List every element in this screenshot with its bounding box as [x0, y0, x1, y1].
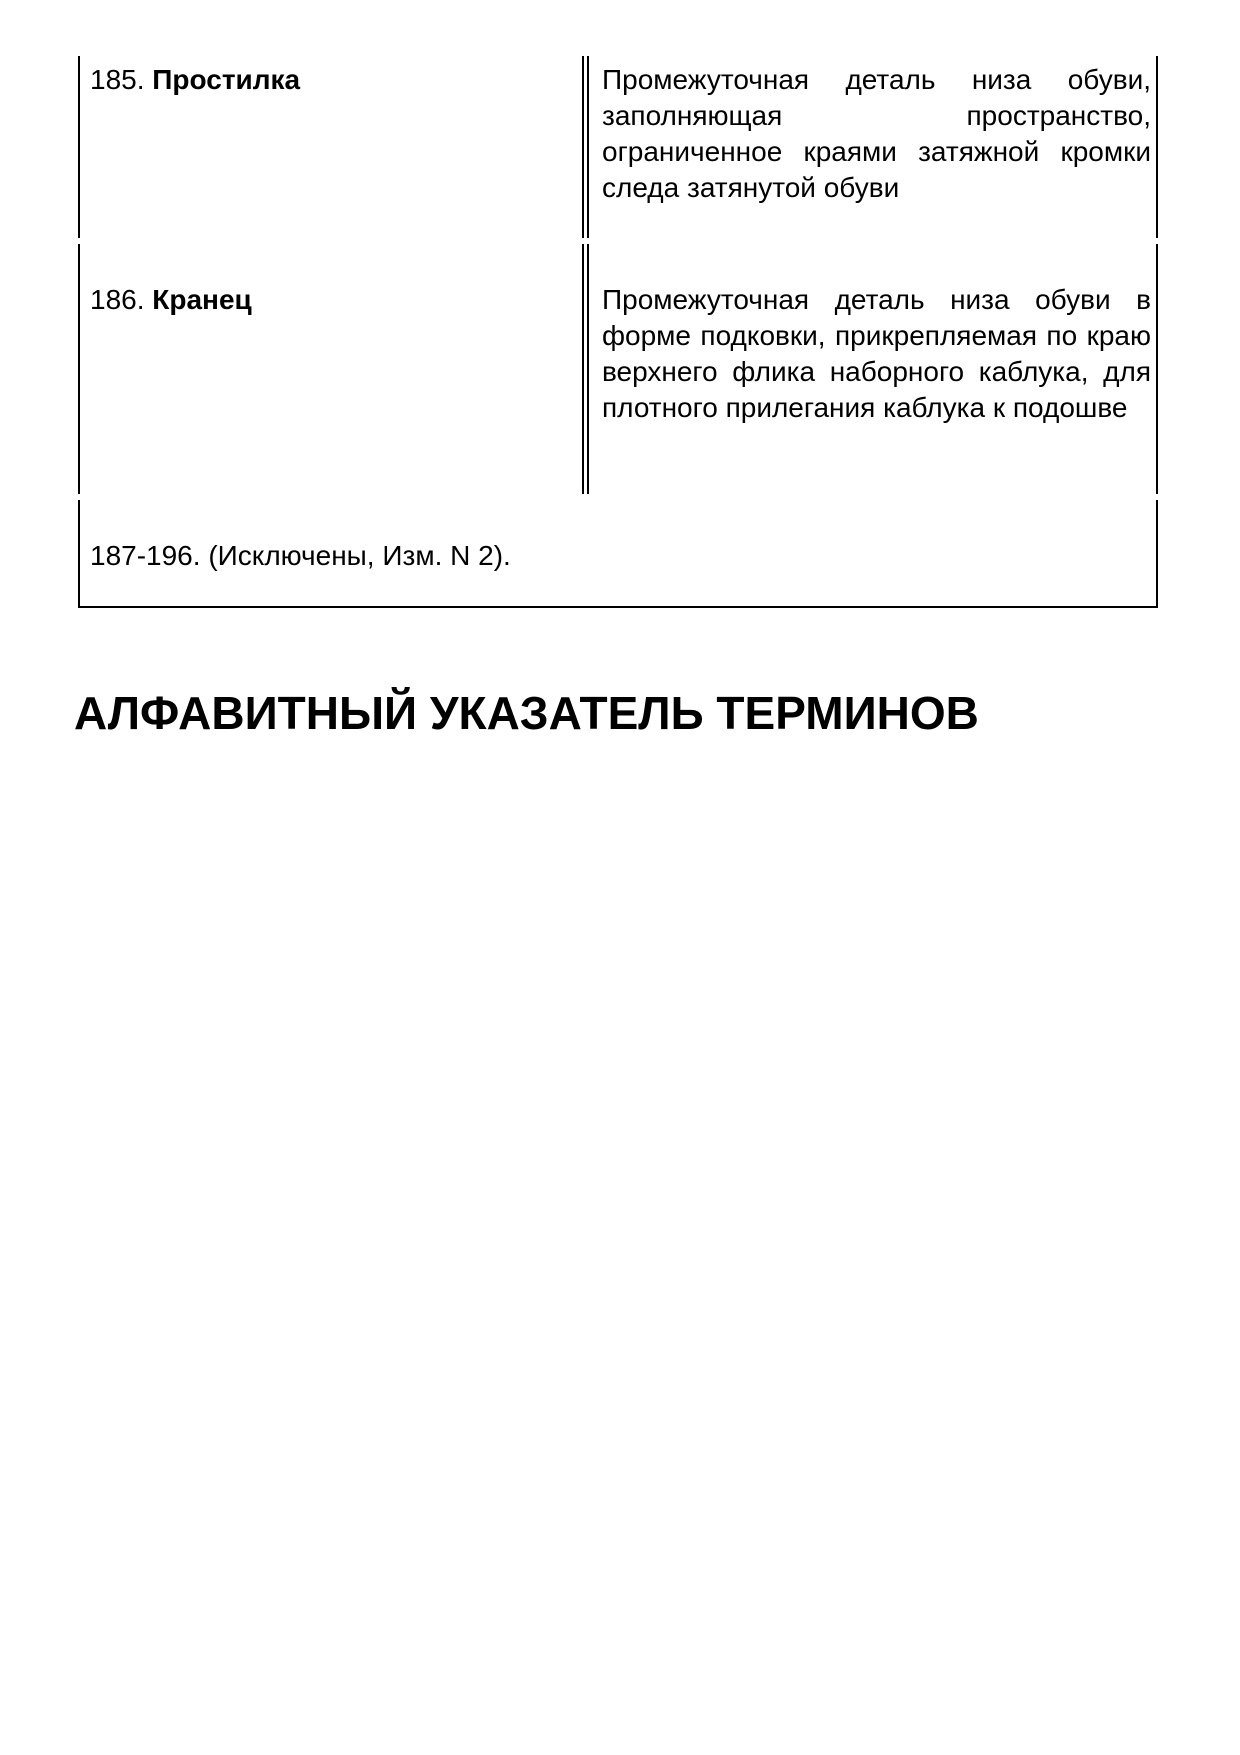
section-heading: АЛФАВИТНЫЙ УКАЗАТЕЛЬ ТЕРМИНОВ	[74, 687, 979, 739]
table-border-left	[78, 244, 80, 494]
excluded-terms-note: 187-196. (Исключены, Изм. N 2).	[90, 540, 511, 571]
term-number: 186.	[90, 284, 145, 315]
table-row-term	[90, 282, 252, 318]
table-row-definition: Промежуточная деталь низа обуви в форме подковки, прикрепляемая по краю верхнего флика наборного каблука, для плотного прилегания каблука к подошве	[602, 284, 1151, 423]
term-number: 185.	[90, 64, 145, 95]
table-divider	[587, 56, 589, 238]
table-border-left	[78, 500, 80, 608]
table-border-right	[1156, 244, 1158, 494]
table-divider	[587, 244, 589, 494]
table-border-right	[1156, 500, 1158, 608]
table-row-definition: Промежуточная деталь низа обуви, заполняющая пространство, ограниченное краями затяжной кромки следа затянутой обуви	[602, 64, 1151, 203]
table-divider	[582, 244, 584, 494]
table-border-bottom	[78, 606, 1158, 608]
table-border-right	[1156, 56, 1158, 238]
term-name: Кранец	[152, 284, 252, 315]
table-divider	[582, 56, 584, 238]
term-name: Простилка	[152, 64, 301, 95]
table-border-left	[78, 56, 80, 238]
table-row-term	[90, 62, 300, 98]
